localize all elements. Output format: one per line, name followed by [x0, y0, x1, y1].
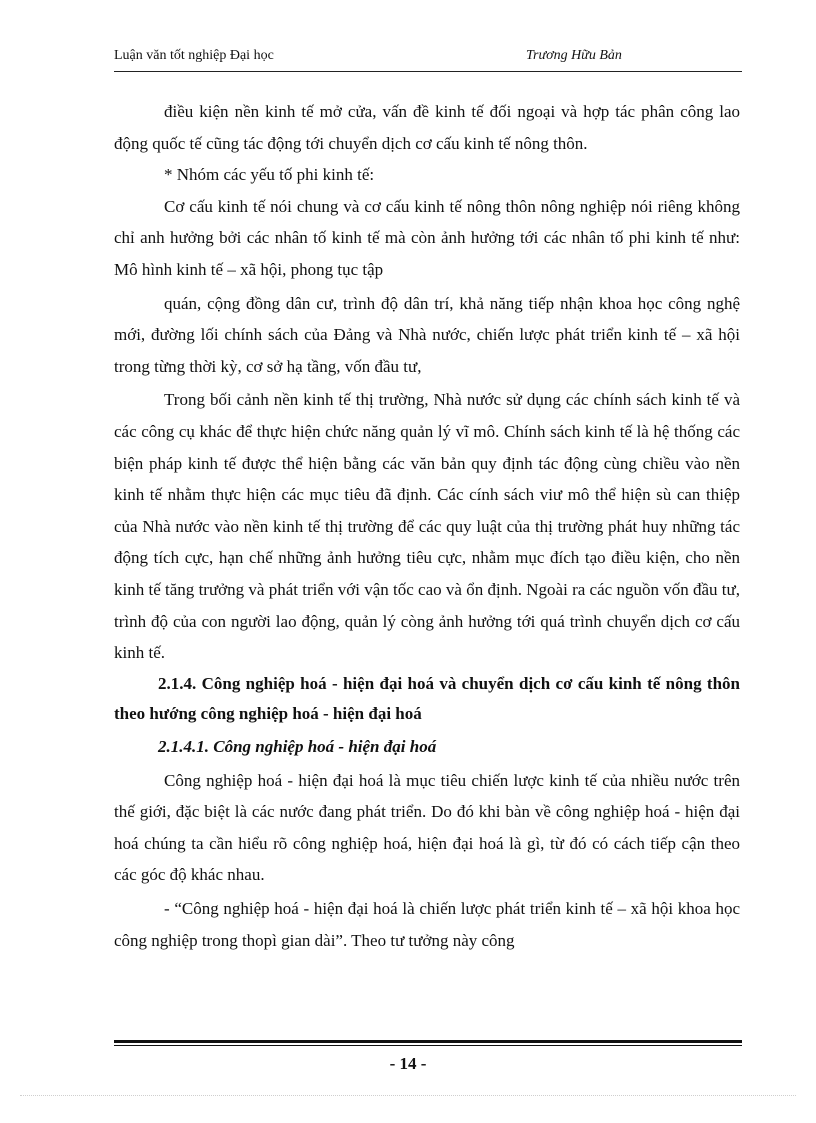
section-heading: 2.1.4. Công nghiệp hoá - hiện đại hoá và chuyển dịch cơ cấu kinh tế nông thôn theo hướng công nghiệp hoá - hiện đại hoá [114, 673, 740, 723]
page-number: - 14 - [389, 1054, 427, 1073]
page-edge-dotted-line [20, 1095, 796, 1096]
footer-rule-thick [114, 1040, 742, 1043]
document-body [114, 96, 740, 956]
paragraph-2: * Nhóm các yếu tố phi kinh tế: [164, 165, 375, 185]
footer-rule-thin [114, 1045, 742, 1046]
header-author: Trương Hữu Bản [526, 48, 622, 63]
paragraph-5: Trong bối cảnh nền kinh tế thị trường, Nhà nước sử dụng các chính sách kinh tế và các công cụ khác để thực hiện chức năng quản lý vĩ mô. Chính sách kinh tế là hệ thống các biện pháp kinh tế được thể hiện bằng các văn bản quy định tác động cùng chiều vào nền kinh tế nhằm thực hiện các mục tiêu đã định. Các cính sách viư mô thể hiện sù can thiệp của Nhà nước vào nền kinh tế thị trường để các quy luật của thị trường phát huy những tác động tích cực, hạn chế những ảnh hưởng tiêu cực, nhằm mục đích tạo điều kiện, cho nền kinh tế tăng trưởng và phát triển với vận tốc cao và ổn định. Ngoài ra các nguồn vốn đầu tư, trình độ của con người lao động, quản lý còng ảnh hưởng tới quá trình chuyển dịch cơ cấu kinh tế. [114, 390, 740, 663]
header-thesis-title: Luận văn tốt nghiệp Đại học [114, 48, 274, 63]
paragraph-7: - “Công nghiệp hoá - hiện đại hoá là chiến lược phát triển kinh tế – xã hội khoa học công nghiệp trong thopì gian dài”. Theo tư tưởng này công [114, 899, 740, 950]
paragraph-1: điều kiện nền kinh tế mở cửa, vấn đề kinh tế đối ngoại và hợp tác phân công lao động quốc tế cũng tác động tới chuyển dịch cơ cấu kinh tế nông thôn. [114, 102, 740, 153]
paragraph-6: Công nghiệp hoá - hiện đại hoá là mục tiêu chiến lược kinh tế của nhiều nước trên thế giới, đặc biệt là các nước đang phát triển. Do đó khi bàn về công nghiệp hoá - hiện đại hoá chúng ta cần hiểu rõ công nghiệp hoá, hiện đại hoá là gì, từ đó có cách tiếp cận theo các góc độ khác nhau. [114, 770, 740, 885]
paragraph-3: Cơ cấu kinh tế nói chung và cơ cấu kinh tế nông thôn nông nghiệp nói riêng không chỉ anh hưởng bởi các nhân tố kinh tế mà còn ảnh hưởng tới các nhân tố phi kinh tế như: Mô hình kinh tế – xã hội, phong tục tập [114, 196, 740, 279]
header-rule [114, 71, 742, 72]
subsection-heading: 2.1.4.1. Công nghiệp hoá - hiện đại hoá [158, 736, 437, 756]
paragraph-4: quán, cộng đồng dân cư, trình độ dân trí, khả năng tiếp nhận khoa học công nghệ mới, đường lối chính sách của Đảng và Nhà nước, chiến lược phát triển kinh tế – xã hội trong từng thời kỳ, cơ sở hạ tầng, vốn đầu tư, [114, 293, 740, 376]
